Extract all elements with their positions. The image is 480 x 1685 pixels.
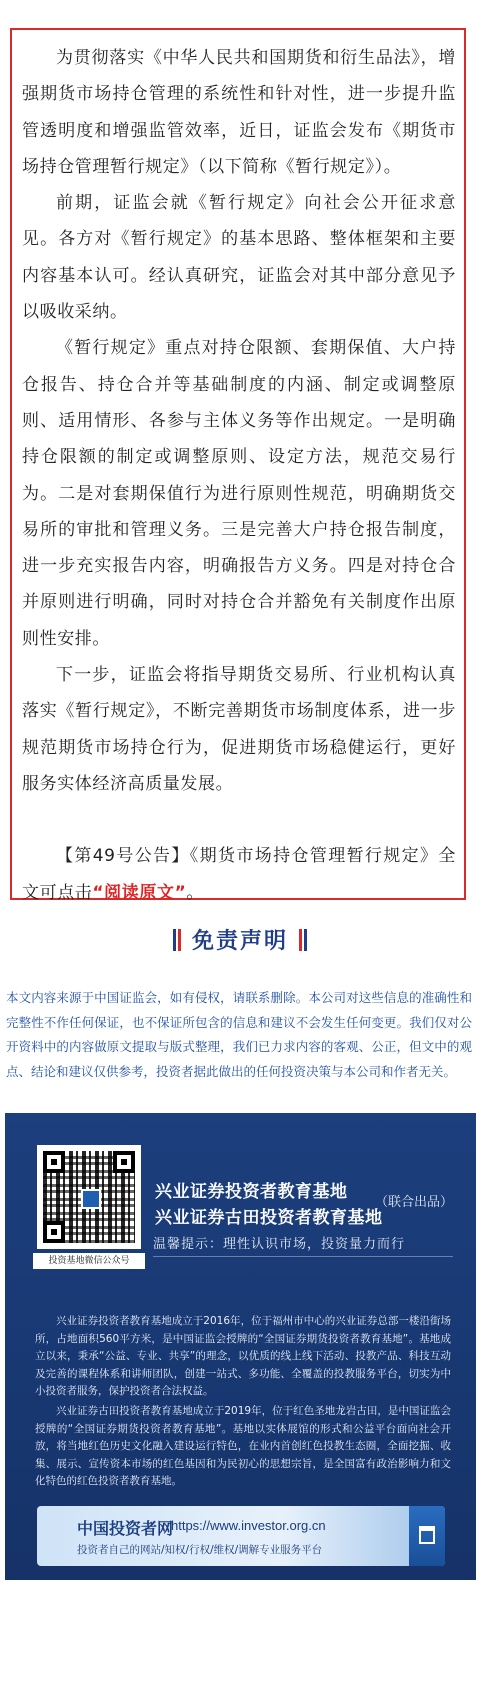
disclaimer-text: 本文内容来源于中国证监会，如有侵权，请联系删除。本公司对这些信息的准确性和完整性不作任何保证，也不保证所包含的信息和建议不会发生任何变更。我们仅对公开资料中的内容做原文提取与版式整理，我们已力求内容的客观、公正，但文中的观点、结论和建议仅供参考，投资者据此做出的任何投资决策与本公司和作者无关。 xyxy=(6,990,472,1079)
disclaimer-heading xyxy=(0,924,480,955)
notice-prefix: 【第49号公告】《期货市场持仓管理暂行规定》全文可点击 xyxy=(22,846,456,903)
banner-site-url[interactable]: https://www.investor.org.cn xyxy=(171,1518,326,1533)
qr-finder-top-right xyxy=(113,1151,135,1173)
qr-finder-bottom-left xyxy=(43,1221,65,1243)
brand-title-2: 兴业证券古田投资者教育基地 xyxy=(155,1208,383,1228)
article-paragraph-4: 下一步，证监会将指导期货交易所、行业机构认真落实《暂行规定》，不断完善期货市场制度体系，进一步规范期货市场持仓行为，促进期货市场稳健运行，更好服务实体经济高质量发展。 xyxy=(22,665,456,794)
warm-tip: 温馨提示：理性认识市场，投资量力而行 xyxy=(153,1237,406,1252)
banner-slogan: 投资者自己的网站/知权/行权/维权/调解专业服务平台 xyxy=(77,1544,323,1556)
notice-suffix: 。 xyxy=(186,882,204,903)
article-paragraph-1: 为贯彻落实《中华人民共和国期货和衍生品法》，增强期货市场持仓管理的系统性和针对性，进一步提升监管透明度和增强监管效率，近日，证监会发布《期货市场持仓管理暂行规定》（以下简称《暂行规定》）。 xyxy=(22,48,456,177)
article-paragraph-3: 《暂行规定》重点对持仓限额、套期保值、大户持仓报告、持仓合并等基础制度的内涵、制定或调整原则、适用情形、各参与主体义务等作出规定。一是明确持仓限额的制定或调整原则、设定方法，规范交易行为。二是对套期保值行为进行原则性规范，明确期货交易所的审批和管理义务。三是完善大户持仓报告制度，进一步充实报告内容，明确报告方义务。四是对持仓合并原则进行明确，同时对持仓合并豁免有关制度作出原则性安排。 xyxy=(22,338,456,649)
read-original-link[interactable]: “阅读原文” xyxy=(92,882,187,903)
banner-site-name: 中国投资者网 xyxy=(77,1519,174,1538)
poster-divider xyxy=(153,1256,453,1257)
brand-title-1: 兴业证券投资者教育基地 xyxy=(155,1182,348,1202)
qr-code[interactable] xyxy=(37,1145,141,1249)
poster-paragraph-1: 兴业证券投资者教育基地成立于2016年，位于福州市中心的兴业证券总部一楼沿街场所，占地面积560平方米，是中国证监会授牌的“全国证券期货投资者教育基地”。基地成立以来，秉承“公益、专业、共享”的理念，以优质的线上线下活动、投教产品、科技互动及完善的课程体系和讲师团队，创建一站式、多功能、全覆盖的投教服务平台，切实为中小投资者服务，保护投资者合法权益。 xyxy=(35,1315,451,1398)
qr-caption: 投资基地微信公众号 xyxy=(33,1253,145,1269)
poster-paragraph-2: 兴业证券古田投资者教育基地成立于2019年，位于红色圣地龙岩古田，是中国证监会授牌的“全国证券期货投资者教育基地”。基地以实体展馆的形式和公益平台面向社会开放，将当地红色历史文化融入建设运行特色，在业内首创红色投教生态圈，全面挖掘、收集、展示、宣传资本市场的红色基因和为民初心的思想宗旨，是全国富有政治影响力和文化特色的红色投资者教育基地。 xyxy=(35,1405,451,1488)
investor-education-poster xyxy=(5,1113,476,1580)
disclaimer-title: 免责声明 xyxy=(191,928,288,954)
notice-paragraph xyxy=(22,838,456,911)
article-box xyxy=(10,28,466,903)
heading-bar-left-blue xyxy=(173,929,176,951)
article-paragraph-2: 前期，证监会就《暂行规定》向社会公开征求意见。各方对《暂行规定》的基本思路、整体框架和主要内容基本认可。经认真研究，证监会对其中部分意见予以吸收采纳。 xyxy=(22,193,456,323)
qr-logo-icon xyxy=(81,1189,101,1209)
qr-finder-top-left xyxy=(43,1151,65,1173)
heading-bar-right-blue xyxy=(304,929,307,951)
book-icon xyxy=(409,1506,445,1566)
heading-bar-left-red xyxy=(178,929,181,951)
qr-pattern xyxy=(43,1151,135,1243)
joint-production-label: （联合出品） xyxy=(375,1195,454,1210)
heading-bar-right-red xyxy=(299,929,302,951)
investor-site-banner[interactable] xyxy=(37,1506,445,1566)
